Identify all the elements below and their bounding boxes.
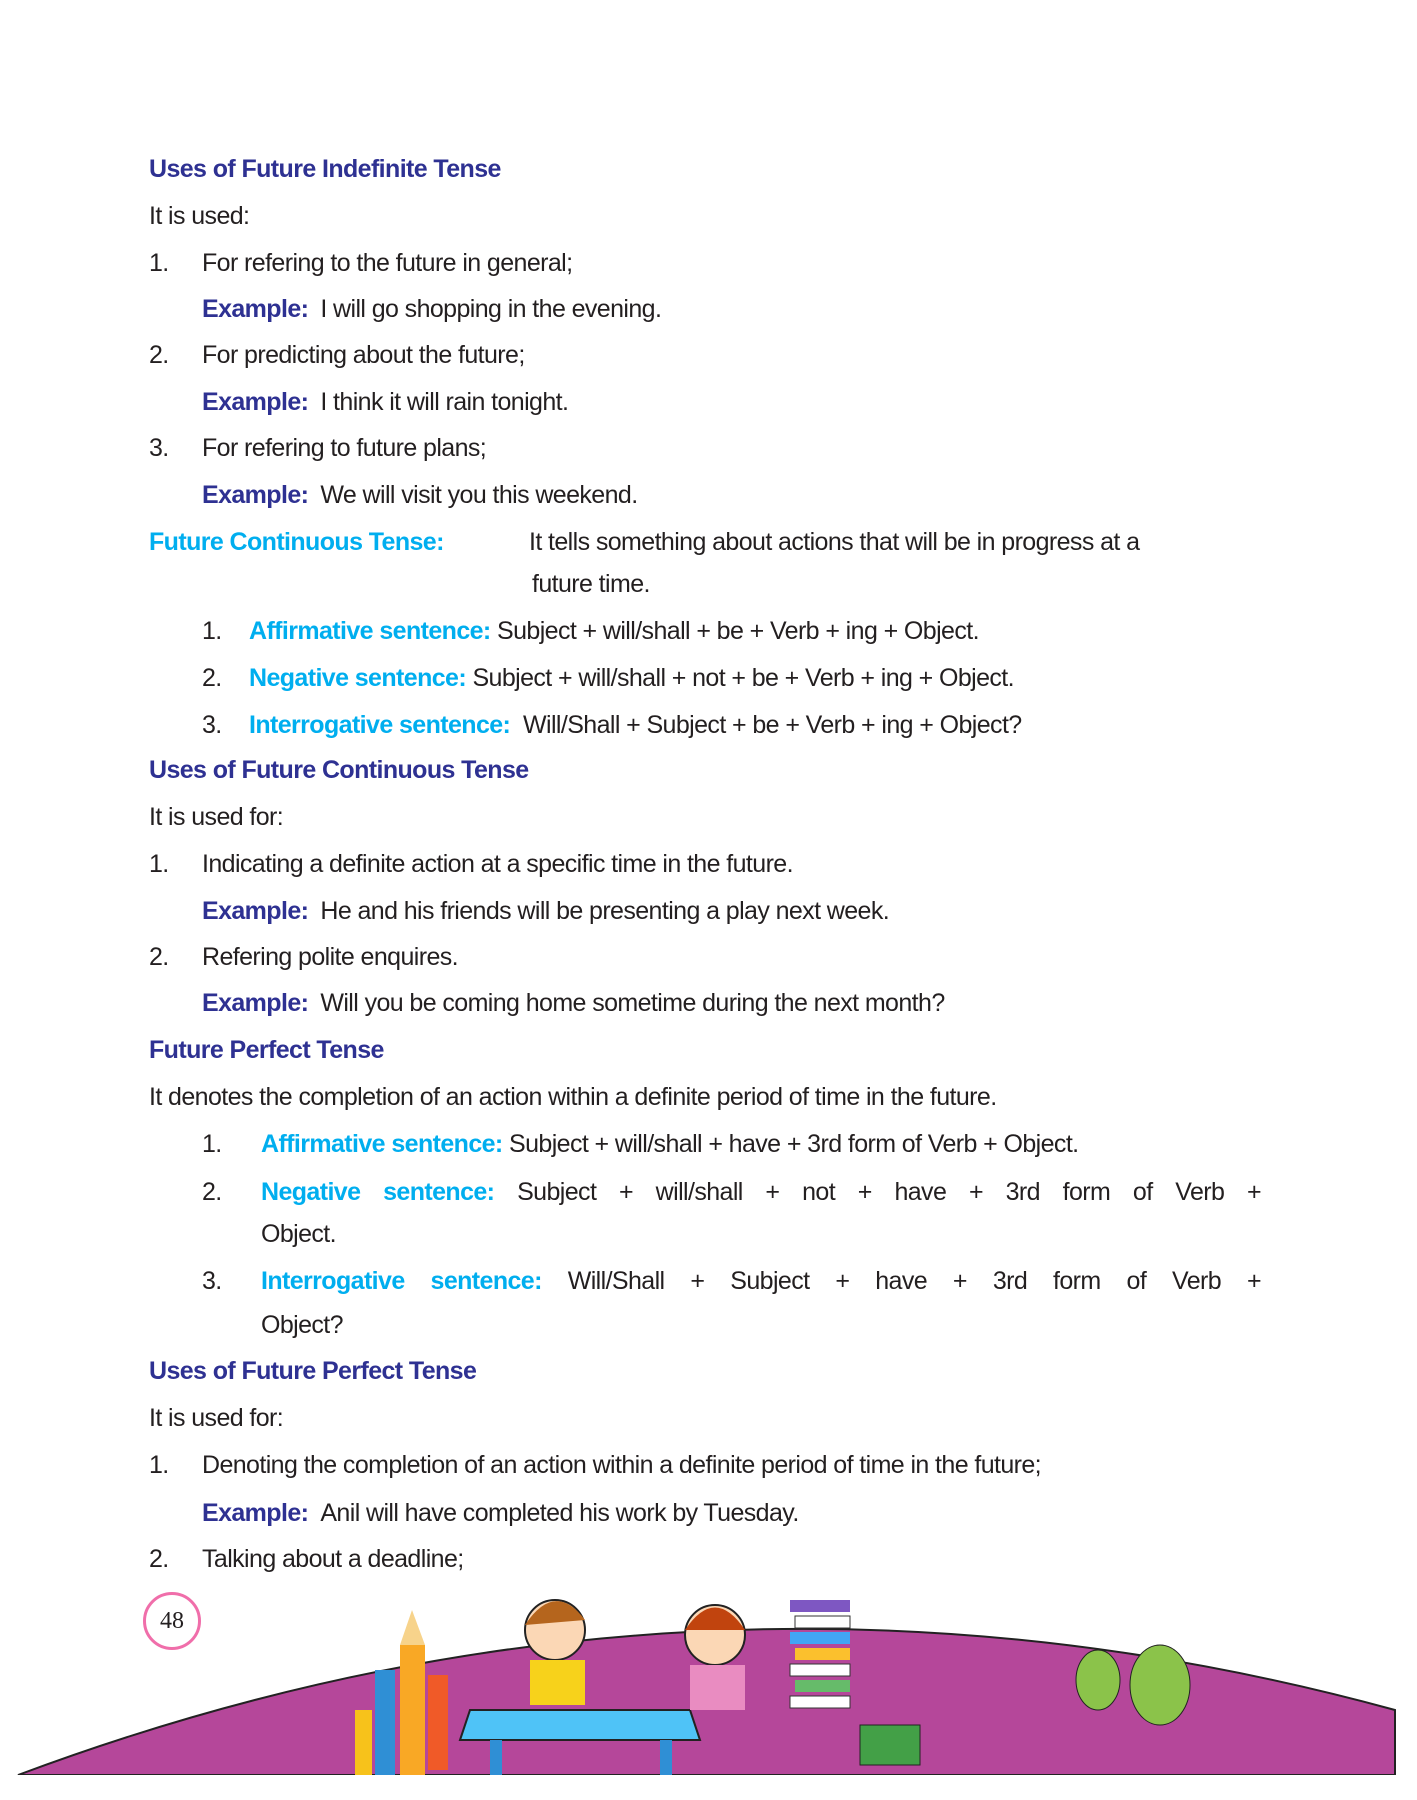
example-text: He and his friends will be presenting a play next week.: [320, 897, 890, 925]
rule-item: [202, 1176, 1261, 1208]
rule-text-continued: Object.: [261, 1220, 336, 1248]
item-text: For predicting about the future;: [202, 341, 525, 369]
intro-text: It is used for:: [149, 803, 284, 831]
example-label: Example:: [202, 897, 309, 925]
item-text: Refering polite enquires.: [202, 943, 458, 971]
section-heading: Uses of Future Continuous Tense: [149, 756, 529, 784]
rule-text: Subject + will/shall + be + Verb + ing + Object.: [497, 617, 979, 645]
item-number: 2.: [202, 1178, 222, 1206]
item-number: 1.: [202, 1130, 222, 1158]
rule-item: [202, 1265, 1261, 1297]
item-text: For refering to the future in general;: [202, 249, 573, 277]
item-number: 1.: [202, 617, 222, 645]
item-number: 3.: [202, 711, 222, 739]
intro-text: It is used:: [149, 202, 250, 230]
item-number: 1.: [149, 1451, 169, 1479]
rule-label: Affirmative sentence:: [261, 1130, 503, 1158]
boy-icon: [525, 1600, 585, 1705]
item-number: 1.: [149, 249, 169, 277]
rule-text: Subject + will/shall + not + be + Verb + ing + Object.: [472, 664, 1015, 692]
example-label: Example:: [202, 295, 309, 323]
example: [202, 479, 638, 511]
rule-label: Interrogative sentence:: [249, 711, 511, 739]
example: [202, 1497, 799, 1529]
item-number: 2.: [149, 943, 169, 971]
rule-label: Negative sentence:: [261, 1178, 495, 1206]
section-heading: Uses of Future Indefinite Tense: [149, 155, 501, 183]
example: [202, 987, 945, 1019]
example-label: Example:: [202, 388, 309, 416]
example-label: Example:: [202, 989, 309, 1017]
item-number: 1.: [149, 850, 169, 878]
rule-label: Affirmative sentence:: [249, 617, 491, 645]
example-text: We will visit you this weekend.: [320, 481, 638, 509]
item-number: 2.: [149, 341, 169, 369]
definition-text: It tells something about actions that will be in progress at a: [529, 528, 1140, 556]
list-item: [149, 339, 525, 371]
example: [202, 895, 889, 927]
rule-text: Subject + will/shall + have + 3rd form of Verb + Object.: [509, 1130, 1079, 1158]
section-heading: Future Perfect Tense: [149, 1036, 384, 1064]
girl-icon: [685, 1605, 745, 1710]
rule-text: Will/Shall + Subject + have + 3rd form of Verb +: [567, 1267, 1261, 1295]
rule-label: Interrogative sentence:: [261, 1267, 542, 1295]
item-text: Indicating a definite action at a specific time in the future.: [202, 850, 793, 878]
definition-text: future time.: [532, 570, 650, 598]
example-text: Anil will have completed his work by Tuesday.: [320, 1499, 799, 1527]
rule-label: Negative sentence:: [249, 664, 467, 692]
item-number: 2.: [202, 664, 222, 692]
item-number: 3.: [202, 1267, 222, 1295]
list-item: [149, 1449, 1042, 1481]
rule-text-continued: Object?: [261, 1311, 343, 1339]
item-number: 3.: [149, 434, 169, 462]
example: [202, 386, 568, 418]
rule-text: Subject + will/shall + not + have + 3rd form of Verb +: [517, 1178, 1261, 1206]
rule-item: [202, 662, 1015, 694]
example: [202, 293, 661, 325]
list-item: [149, 941, 458, 973]
section-heading: Future Continuous Tense:: [149, 528, 444, 556]
intro-text: It is used for:: [149, 1404, 284, 1432]
rule-item: [202, 1128, 1079, 1160]
item-number: 2.: [149, 1545, 169, 1573]
item-text: Talking about a deadline;: [202, 1545, 464, 1573]
rule-item: [202, 615, 979, 647]
rule-item: [202, 709, 1022, 741]
list-item: [149, 432, 487, 464]
rule-text: Will/Shall + Subject + be + Verb + ing + Object?: [523, 711, 1022, 739]
list-item: [149, 848, 793, 880]
page-number: 48: [143, 1592, 201, 1650]
list-item: [149, 247, 573, 279]
example-text: I think it will rain tonight.: [320, 388, 569, 416]
example-text: Will you be coming home sometime during the next month?: [320, 989, 945, 1017]
section-heading: Uses of Future Perfect Tense: [149, 1357, 477, 1385]
intro-text: It denotes the completion of an action within a definite period of time in the future.: [149, 1083, 997, 1111]
example-label: Example:: [202, 1499, 309, 1527]
item-text: Denoting the completion of an action within a definite period of time in the future;: [202, 1451, 1042, 1479]
example-label: Example:: [202, 481, 309, 509]
item-text: For refering to future plans;: [202, 434, 487, 462]
example-text: I will go shopping in the evening.: [320, 295, 662, 323]
footer-illustration: [0, 1560, 1417, 1800]
